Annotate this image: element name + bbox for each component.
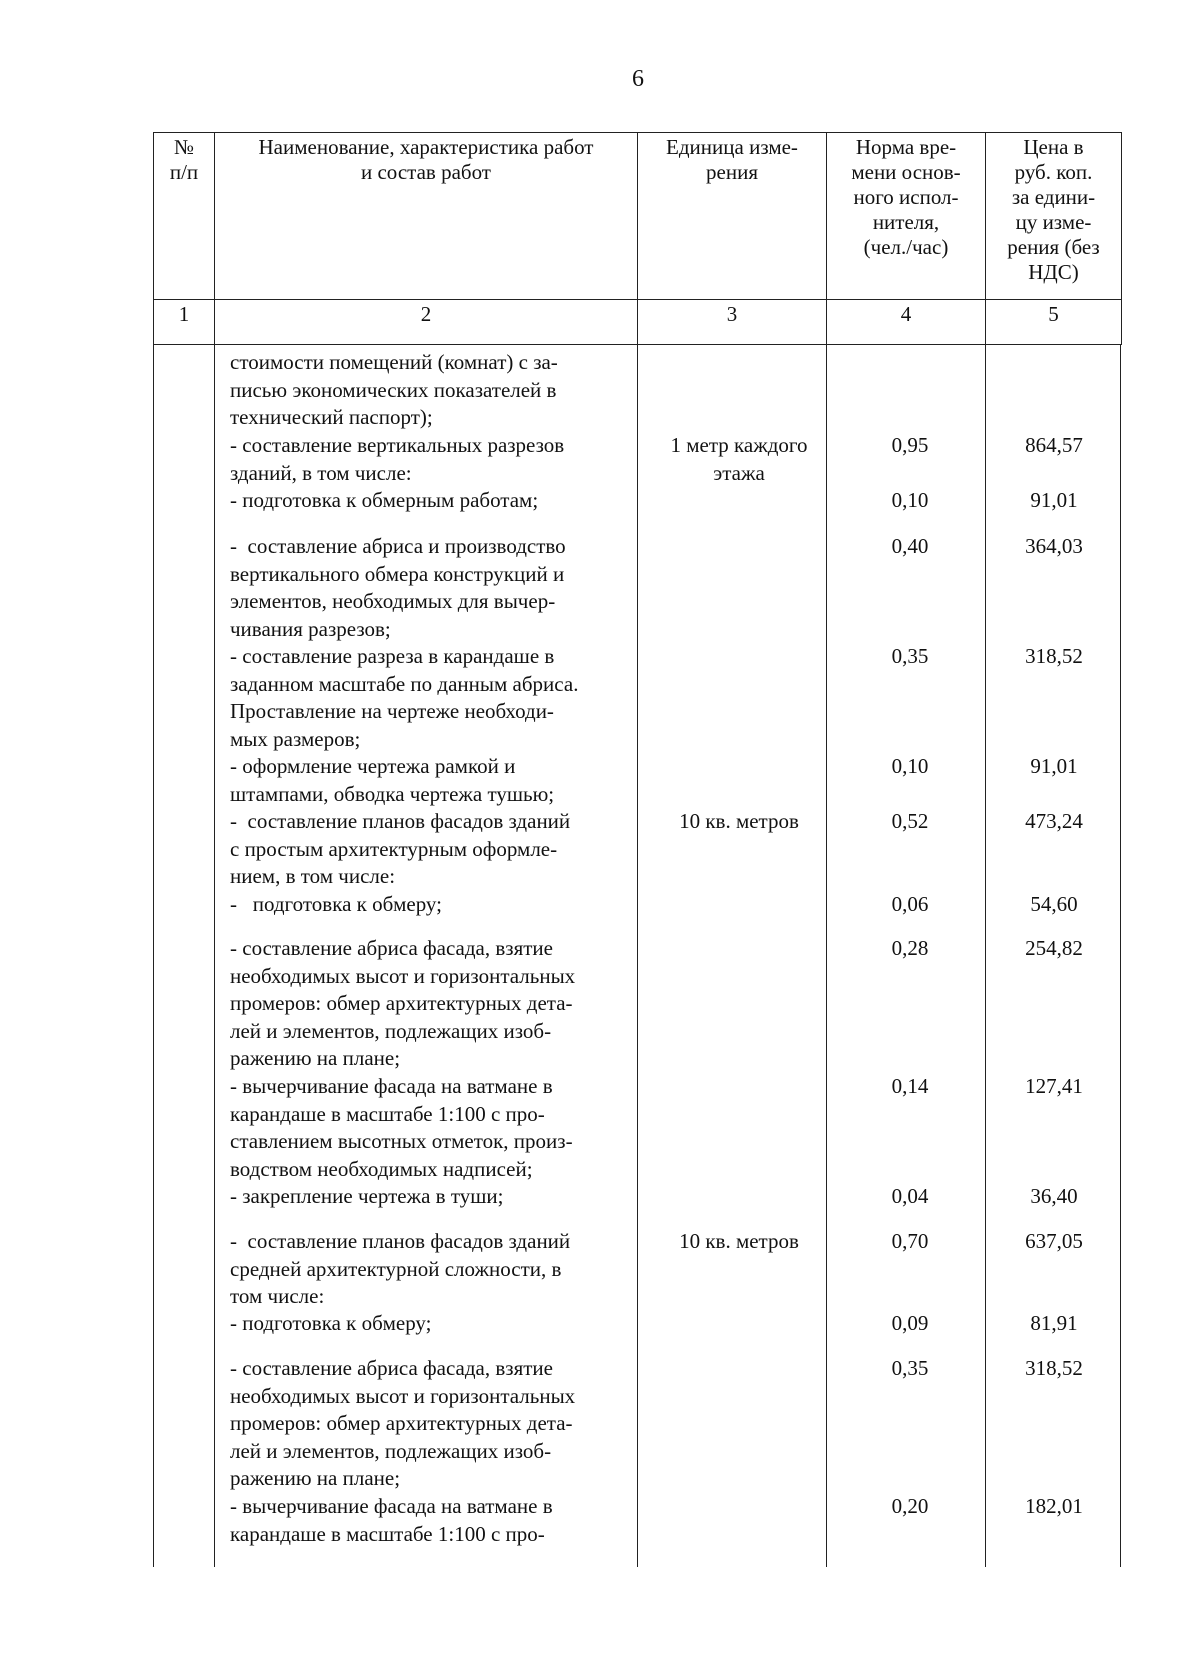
row-price: 127,41 [1025, 1074, 1083, 1098]
row-price: 91,01 [1030, 488, 1078, 512]
row-unit: 1 метр каждого этажа [670, 433, 808, 485]
header-price: Цена в руб. коп. за едини- цу изме- рения (без НДС) [986, 133, 1122, 300]
row-description: - оформление чертежа рамкой и штампами, обводка чертежа тушью; [230, 754, 555, 806]
row-price: 182,01 [1025, 1494, 1083, 1518]
row-norm: 0,10 [891, 754, 929, 778]
header-unit: Единица изме- рения [638, 133, 827, 300]
page-number: 6 [632, 66, 644, 92]
row-price: 54,60 [1030, 892, 1078, 916]
column-number: 5 [986, 300, 1122, 345]
row-norm: 0,70 [891, 1229, 929, 1253]
row-norm: 0,35 [891, 644, 929, 668]
row-price: 318,52 [1025, 644, 1083, 668]
row-description: стоимости помещений (комнат) с за- писью экономических показателей в технический паспорт); [230, 350, 558, 429]
row-price: 81,91 [1030, 1311, 1078, 1335]
header-name: Наименование, характеристика работ и состав работ [215, 133, 638, 300]
row-description: - составление абриса фасада, взятие необходимых высот и горизонтальных промеров: обмер архитектурных дета- лей и элементов, подлежащих изоб- ражению на плане; [230, 936, 576, 1070]
column-border [826, 345, 827, 1567]
column-number: 3 [638, 300, 827, 345]
row-norm: 0,04 [891, 1184, 929, 1208]
header-norm: Норма вре- мени основ- ного испол- нителя, (чел./час) [827, 133, 986, 300]
row-norm: 0,35 [891, 1356, 929, 1380]
row-norm: 0,10 [891, 488, 929, 512]
row-norm: 0,28 [891, 936, 929, 960]
row-price: 864,57 [1025, 433, 1083, 457]
row-description: - составление вертикальных разрезов зданий, в том числе: [230, 433, 565, 485]
row-price: 364,03 [1025, 534, 1083, 558]
column-border [214, 345, 215, 1567]
header-number: № п/п [154, 133, 215, 300]
row-description: - подготовка к обмеру; [230, 1311, 432, 1335]
row-price: 473,24 [1025, 809, 1083, 833]
row-unit: 10 кв. метров [679, 809, 799, 833]
row-norm: 0,06 [891, 892, 929, 916]
row-description: - закрепление чертежа в туши; [230, 1184, 504, 1208]
row-unit: 10 кв. метров [679, 1229, 799, 1253]
table-body [153, 345, 1121, 1567]
column-number: 4 [827, 300, 986, 345]
row-description: - вычерчивание фасада на ватмане в карандаше в масштабе 1:100 с про- ставлением высотных отметок, произ- водством необходимых надписей; [230, 1074, 573, 1181]
row-price: 36,40 [1030, 1184, 1078, 1208]
row-price: 318,52 [1025, 1356, 1083, 1380]
row-description: - составление абриса фасада, взятие необходимых высот и горизонтальных промеров: обмер архитектурных дета- лей и элементов, подлежащих изоб- ражению на плане; [230, 1356, 576, 1490]
row-norm: 0,20 [891, 1494, 929, 1518]
row-norm: 0,40 [891, 534, 929, 558]
row-norm: 0,09 [891, 1311, 929, 1335]
column-border [1120, 345, 1121, 1567]
row-norm: 0,52 [891, 809, 929, 833]
row-norm: 0,14 [891, 1074, 929, 1098]
row-description: - подготовка к обмеру; [230, 892, 442, 916]
row-description: - составление разреза в карандаше в заданном масштабе по данным абриса. Проставление на чертеже необходи- мых размеров; [230, 644, 579, 751]
column-number: 1 [154, 300, 215, 345]
column-border [153, 345, 154, 1567]
row-description: - подготовка к обмерным работам; [230, 488, 539, 512]
row-description: - составление планов фасадов зданий средней архитектурной сложности, в том числе: [230, 1229, 571, 1308]
row-description: - составление планов фасадов зданий с простым архитектурным оформле- нием, в том числе: [230, 809, 571, 888]
header-row [154, 133, 1122, 300]
column-number: 2 [215, 300, 638, 345]
row-price: 254,82 [1025, 936, 1083, 960]
table-header [153, 132, 1122, 345]
row-norm: 0,95 [891, 433, 929, 457]
row-description: - вычерчивание фасада на ватмане в карандаше в масштабе 1:100 с про- [230, 1494, 553, 1546]
column-number-row [154, 300, 1122, 345]
row-price: 91,01 [1030, 754, 1078, 778]
row-price: 637,05 [1025, 1229, 1083, 1253]
row-description: - составление абриса и производство вертикального обмера конструкций и элементов, необходимых для вычер- чивания разрезов; [230, 534, 566, 641]
